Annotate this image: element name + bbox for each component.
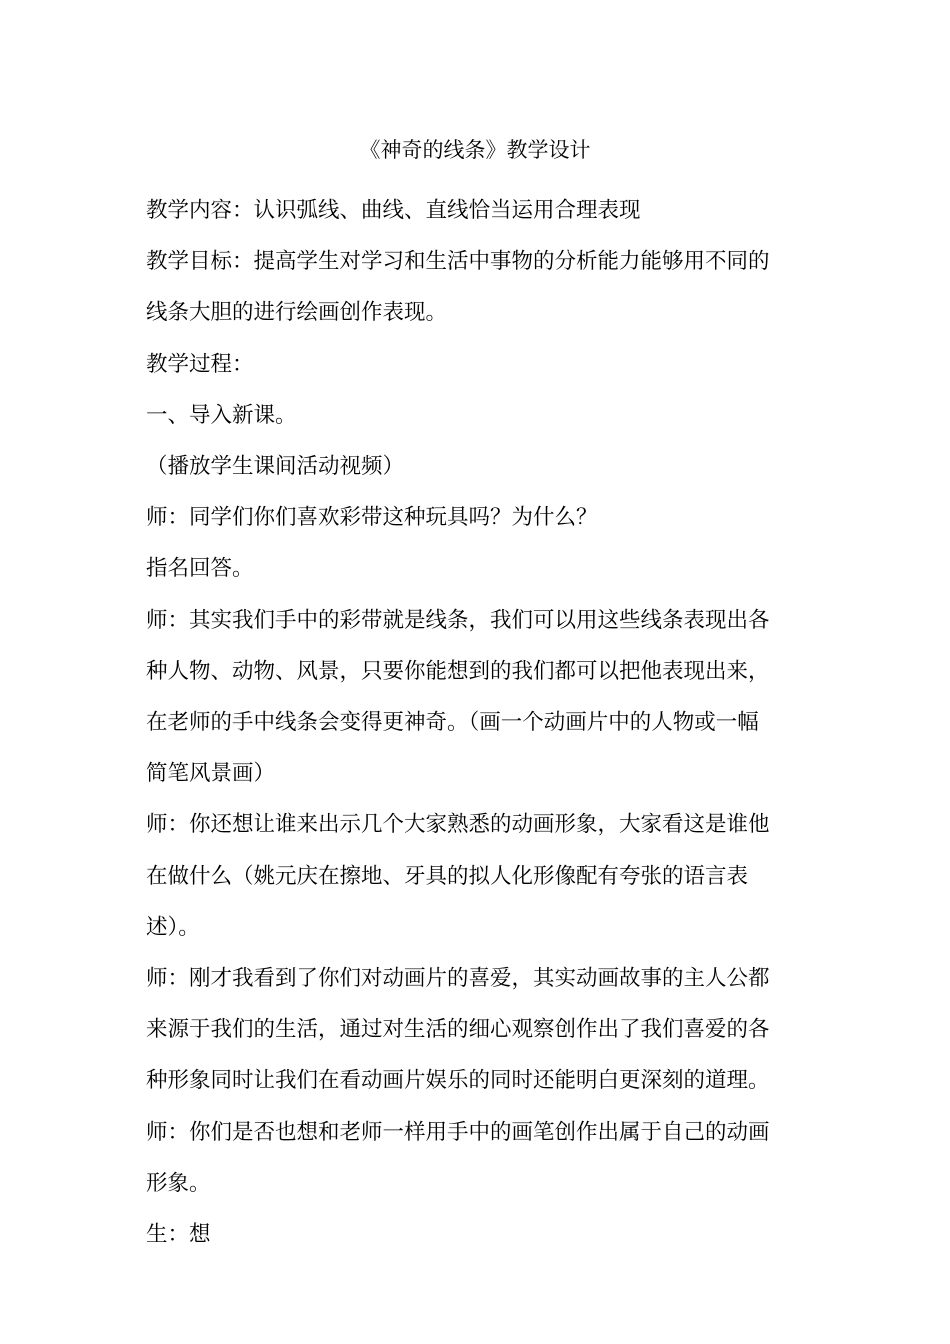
- text-line: 来源于我们的生活，通过对生活的细心观察创作出了我们喜爱的各: [146, 1017, 770, 1043]
- text-line: 师：同学们你们喜欢彩带这种玩具吗？为什么？: [146, 505, 598, 531]
- text-line: 师：你还想让谁来出示几个大家熟悉的动画形象，大家看这是谁他: [146, 812, 770, 838]
- paragraph-objectives: [146, 236, 808, 338]
- paragraph-content: [146, 185, 808, 236]
- text-line: 线条大胆的进行绘画创作表现。: [146, 300, 448, 326]
- paragraph-teacher-invite: [146, 1107, 808, 1209]
- paragraph-answer: [146, 543, 808, 594]
- paragraph-teacher-animation: [146, 953, 808, 1107]
- text-line: 种人物、动物、风景，只要你能想到的我们都可以把他表现出来，: [146, 658, 770, 684]
- paragraph-teacher-characters: [146, 799, 808, 953]
- text-line: 指名回答。: [146, 556, 254, 582]
- text-line: 种形象同时让我们在看动画片娱乐的同时还能明白更深刻的道理。: [146, 1068, 770, 1094]
- paragraph-section-heading: [146, 390, 808, 441]
- text-line: 教学内容：认识弧线、曲线、直线恰当运用合理表现: [146, 198, 641, 223]
- text-line: （播放学生课间活动视频）: [146, 454, 405, 480]
- document-body: [146, 185, 808, 1260]
- paragraph-teacher-lines: [146, 595, 808, 800]
- paragraph-teacher-question: [146, 492, 808, 543]
- text-line: 教学目标：提高学生对学习和生活中事物的分析能力能够用不同的: [146, 249, 770, 275]
- text-line: 师：你们是否也想和老师一样用手中的画笔创作出属于自己的动画: [146, 1119, 770, 1145]
- paragraph-student-reply: [146, 1209, 808, 1260]
- paragraph-process-heading: [146, 339, 808, 390]
- text-line: 师：刚才我看到了你们对动画片的喜爱，其实动画故事的主人公都: [146, 966, 770, 992]
- document-title: 《神奇的线条》教学设计: [359, 138, 591, 162]
- paragraph-video-note: [146, 441, 808, 492]
- text-line: 形象。: [146, 1170, 211, 1196]
- text-line: 生：想: [146, 1222, 211, 1248]
- text-line: 在老师的手中线条会变得更神奇。（画一个动画片中的人物或一幅: [146, 710, 759, 736]
- text-line: 教学过程：: [146, 351, 254, 377]
- text-line: 一、导入新课。: [146, 402, 297, 428]
- text-line: 简笔风景画）: [146, 761, 276, 787]
- text-line: 在做什么（姚元庆在擦地、牙具的拟人化形像配有夸张的语言表: [146, 863, 749, 889]
- text-line: 师：其实我们手中的彩带就是线条，我们可以用这些线条表现出各: [146, 607, 770, 633]
- text-line: 述）。: [146, 914, 200, 940]
